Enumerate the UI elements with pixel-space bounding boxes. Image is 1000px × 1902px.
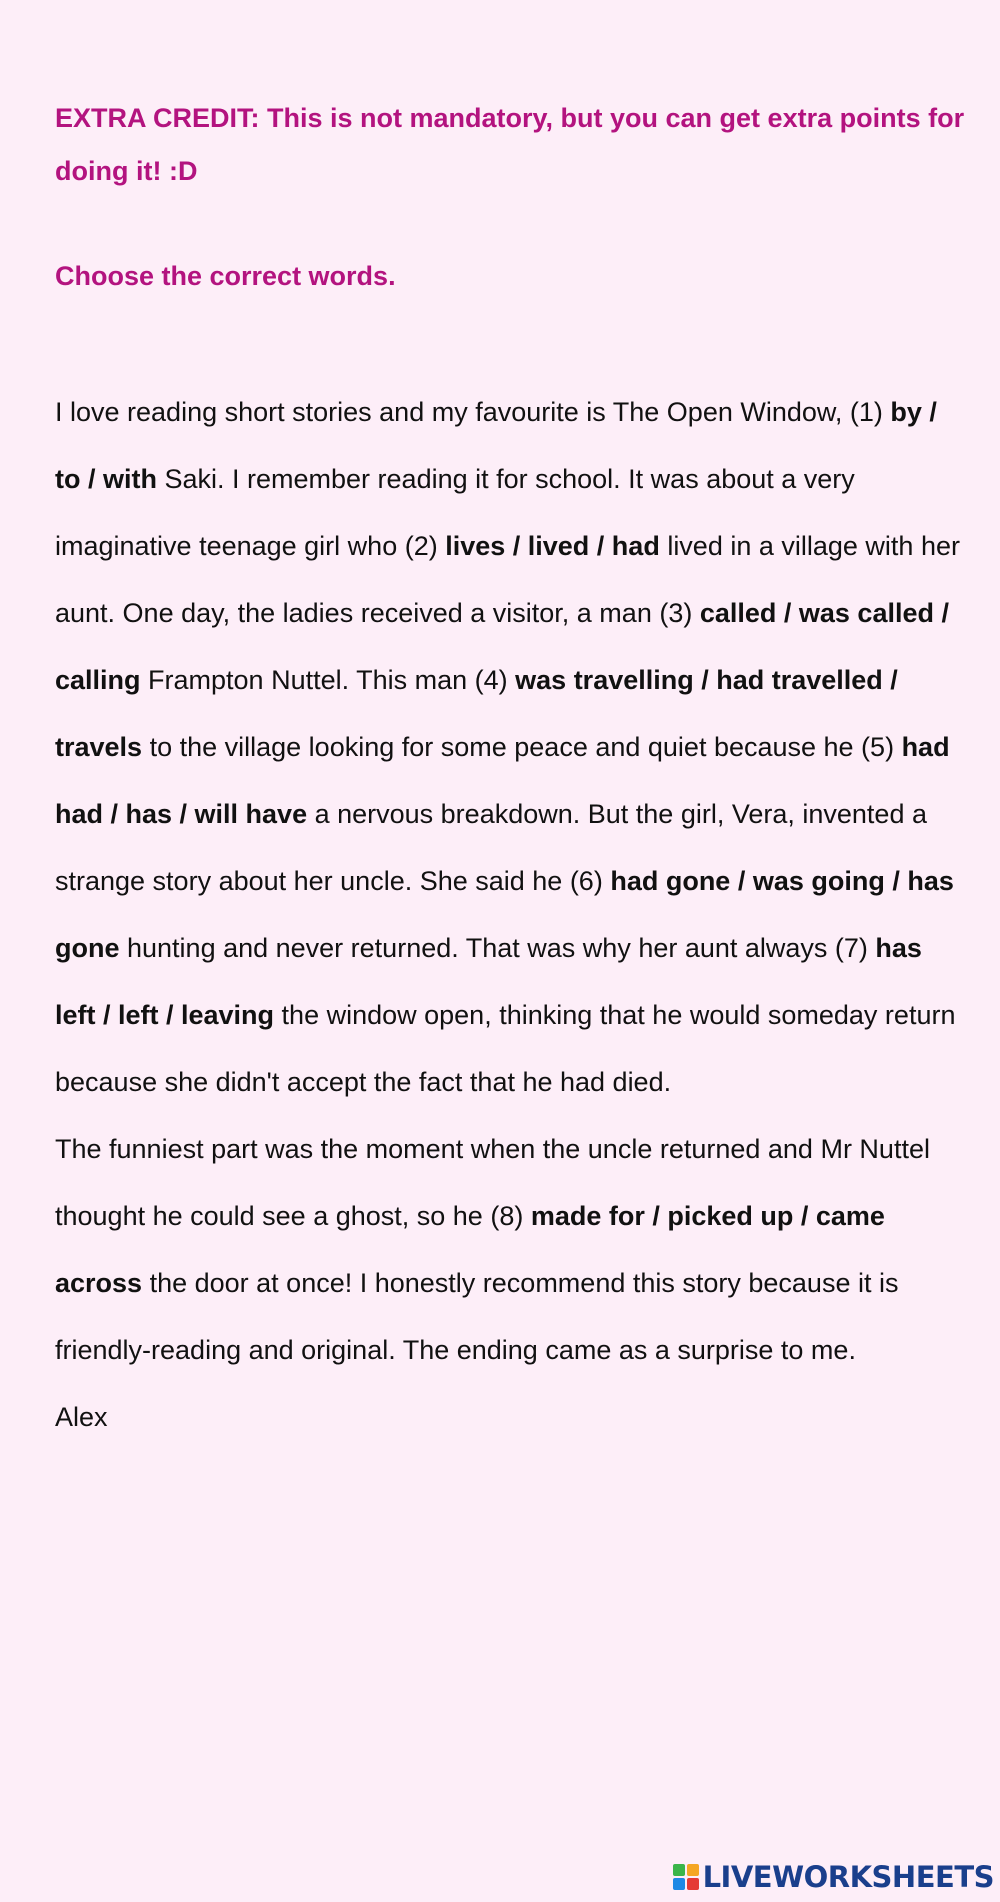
logo-square-2	[687, 1864, 699, 1876]
choice-4: was travelling / had travelled / travels	[55, 665, 898, 762]
story-text	[55, 379, 965, 1384]
instruction-text: Choose the correct words.	[55, 261, 396, 291]
choice-8: made for / picked up / came across	[55, 1201, 885, 1298]
logo-square-3	[673, 1878, 685, 1890]
choice-6: had gone / was going / has gone	[55, 866, 954, 963]
brand-name: LIVEWORKSHEETS	[702, 1860, 994, 1894]
story-paragraph-2: The funniest part was the moment when the uncle returned and Mr Nuttel thought he could see a ghost, so he (8) made for / picked up / came across the door at once! I honestly recommend this story because it is friendly-reading and original. The ending came as a surprise to me.	[55, 1134, 930, 1365]
signature: Alex	[55, 1402, 108, 1432]
choice-7: has left / left / leaving	[55, 933, 922, 1030]
worksheet-page	[55, 92, 965, 1451]
logo-square-1	[673, 1864, 685, 1876]
choice-1: by / to / with	[55, 397, 937, 494]
liveworksheets-logo-icon	[673, 1864, 699, 1890]
logo-square-4	[687, 1878, 699, 1890]
choice-2: lives / lived / had	[445, 531, 660, 561]
choice-5: had had / has / will have	[55, 732, 950, 829]
brand-footer[interactable]	[673, 1860, 994, 1894]
choice-3: called / was called / calling	[55, 598, 949, 695]
story-paragraph-1: I love reading short stories and my favourite is The Open Window, (1) by / to / with Saki. I remember reading it for school. It was about a very imaginative teenage girl who (2) lives / lived / had lived in a village with her aunt. One day, the ladies received a visitor, a man (3) called / was called / calling Frampton Nuttel. This man (4) was travelling / had travelled / travels to the village looking for some peace and quiet because he (5) had had / has / will have a nervous breakdown. But the girl, Vera, invented a strange story about her uncle. She said he (6) had gone / was going / has gone hunting and never returned. That was why her aunt always (7) has left / left / leaving the window open, thinking that he would someday return because she didn't accept the fact that he had died.	[55, 397, 960, 1097]
page-title: EXTRA CREDIT: This is not mandatory, but you can get extra points for doing it! :D	[55, 103, 965, 186]
